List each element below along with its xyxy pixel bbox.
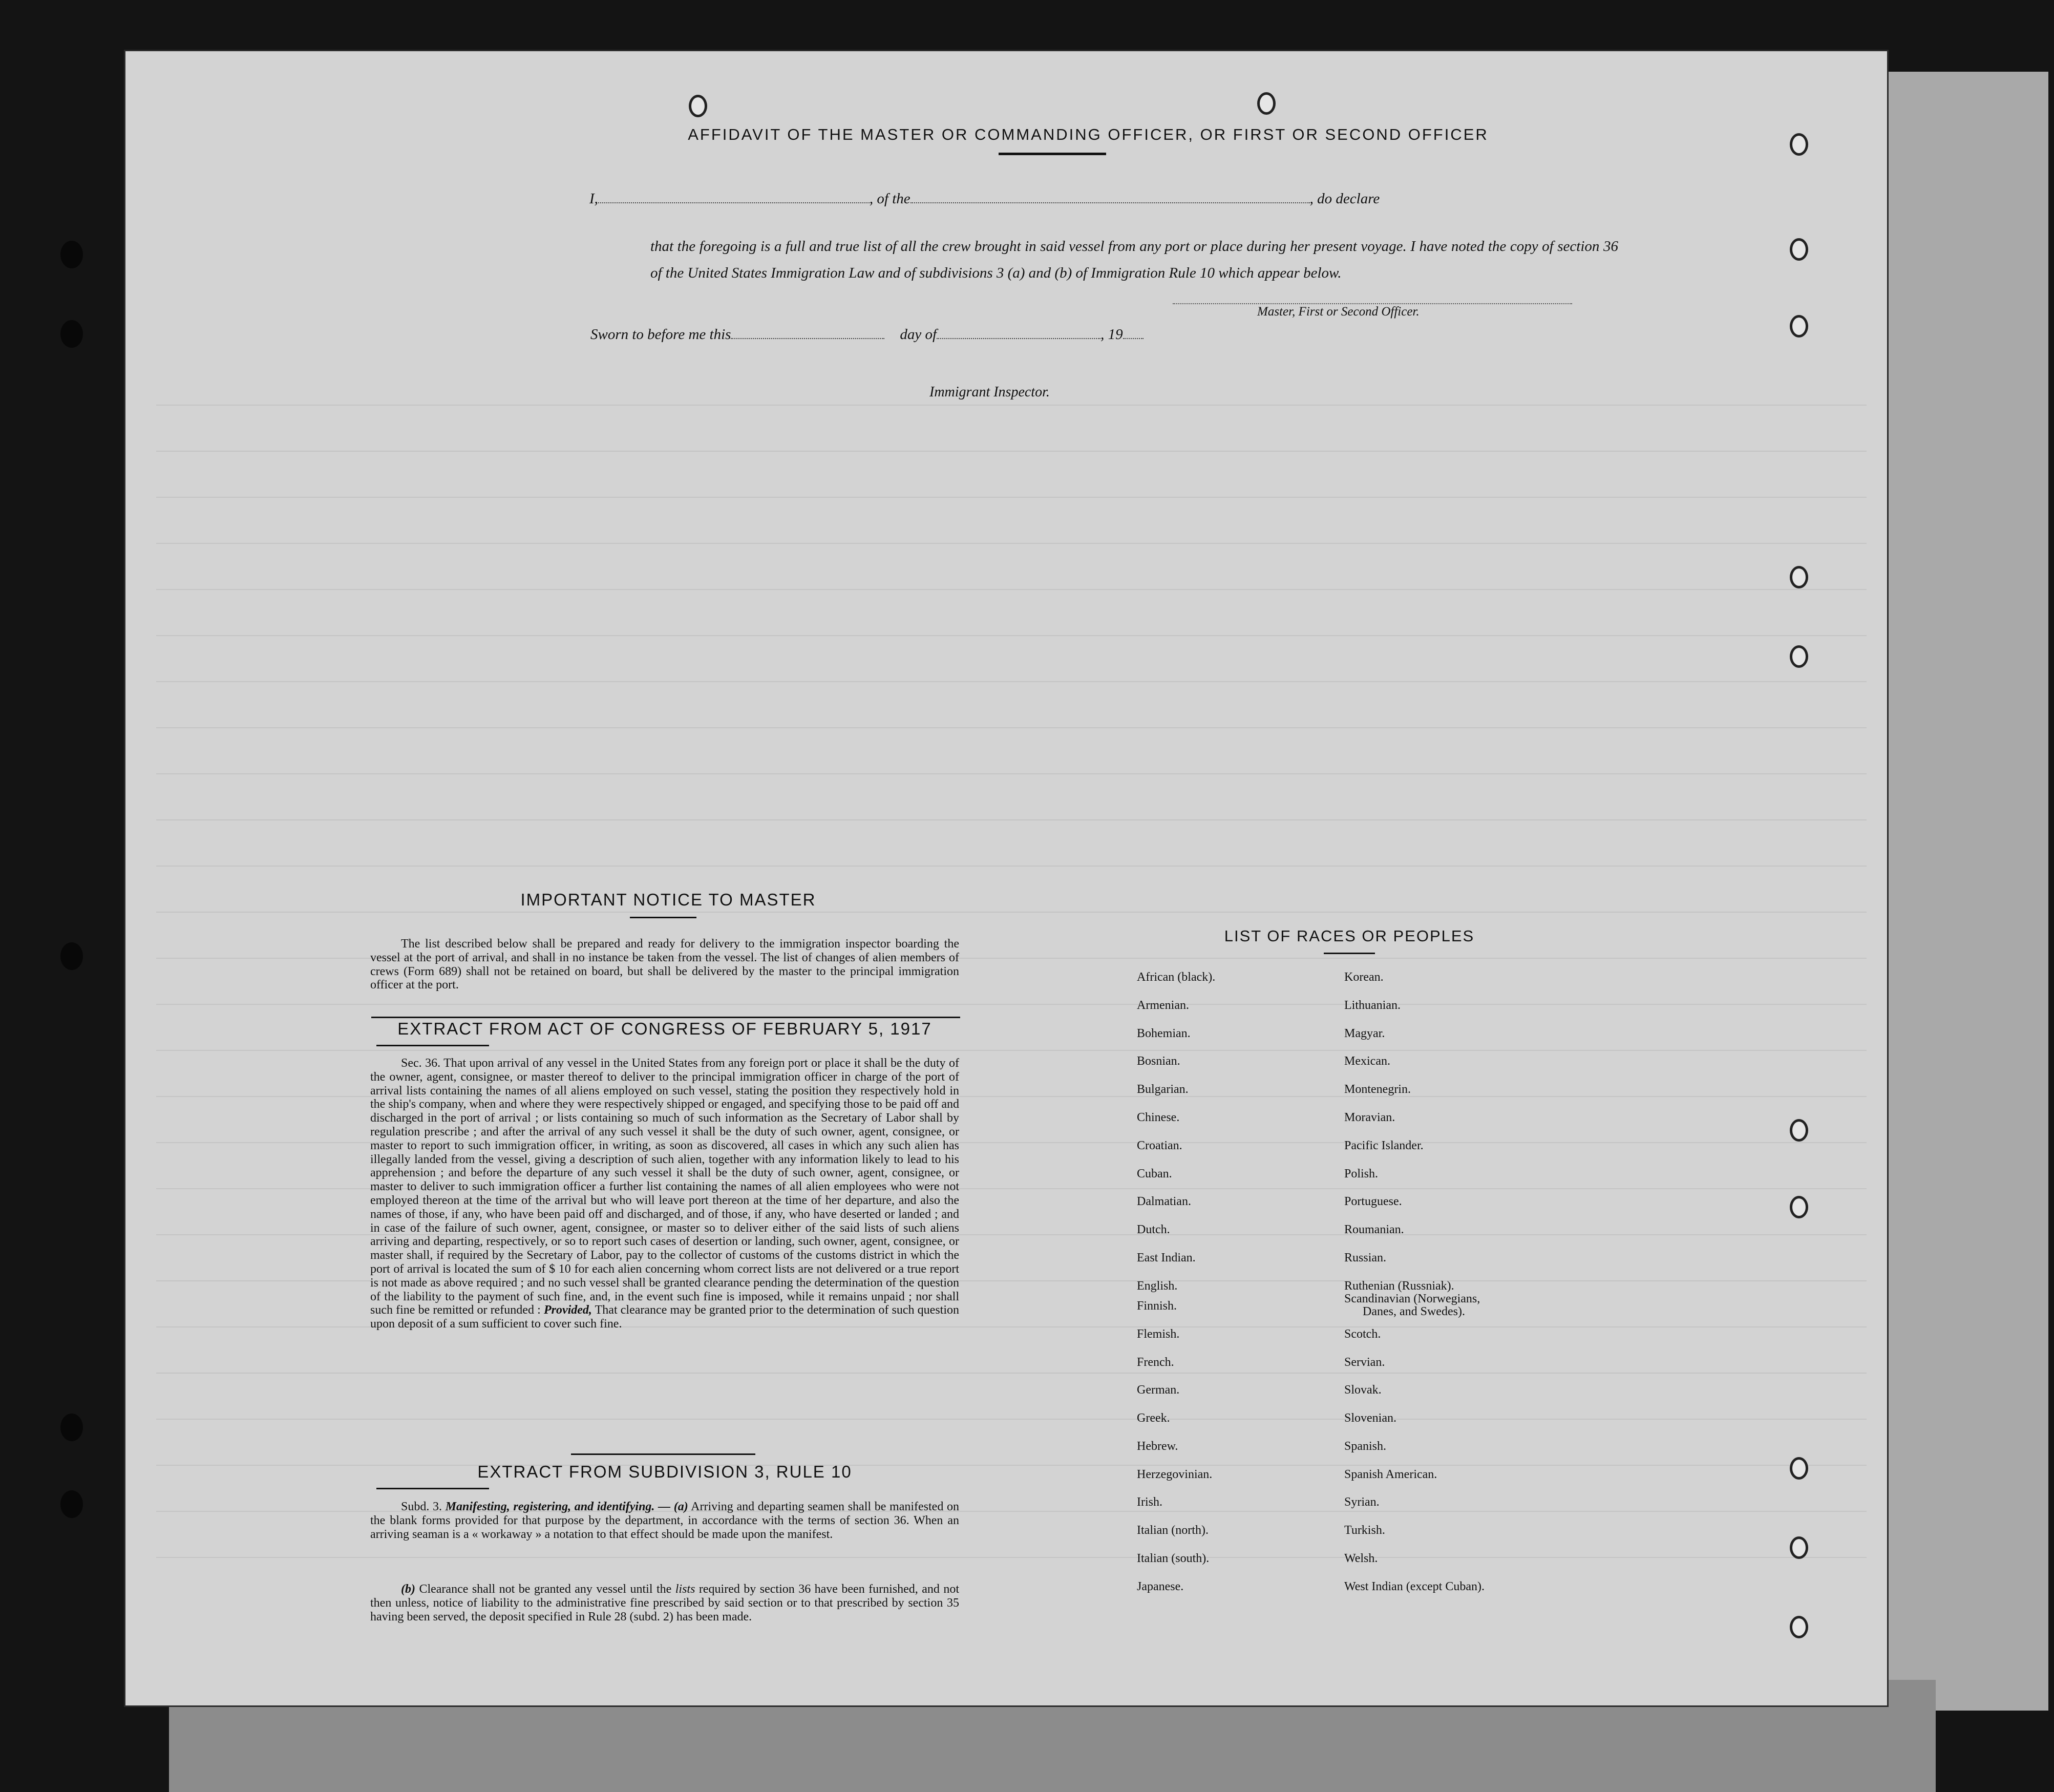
punch-hole-icon <box>1790 1536 1808 1559</box>
master-signature-line[interactable] <box>1173 302 1572 304</box>
race-item: Russian. <box>1344 1251 1387 1264</box>
race-item: Hebrew. <box>1137 1440 1178 1453</box>
proviso-label: Provided, <box>543 1303 592 1317</box>
race-item: Greek. <box>1137 1411 1170 1425</box>
subd-b-lists: lists <box>675 1583 695 1596</box>
race-item: Moravian. <box>1344 1111 1395 1124</box>
inspector-signature-label: Immigrant Inspector. <box>929 384 1050 400</box>
race-item: Syrian. <box>1344 1495 1380 1509</box>
race-item: Danes, and Swedes). <box>1363 1305 1465 1318</box>
word-do-declare: , do declare <box>1309 191 1380 207</box>
races-title: LIST OF RACES OR PEOPLES <box>1224 927 1475 945</box>
title-rule <box>371 1017 960 1018</box>
punch-hole-icon <box>1790 645 1808 668</box>
race-item: English. <box>1137 1279 1178 1293</box>
section-label: Sec. 36. <box>401 1057 441 1070</box>
ruled-line <box>156 589 1867 590</box>
race-item: Welsh. <box>1344 1552 1378 1565</box>
master-signature-label: Master, First or Second Officer. <box>1257 305 1420 319</box>
punch-hole-icon <box>1790 566 1808 588</box>
ruled-line <box>156 912 1867 913</box>
race-item: Bulgarian. <box>1137 1083 1189 1096</box>
race-item: Flemish. <box>1137 1327 1180 1341</box>
race-item: Finnish. <box>1137 1299 1177 1313</box>
race-item: Cuban. <box>1137 1167 1172 1180</box>
race-item: Spanish. <box>1344 1440 1387 1453</box>
vessel-name-field[interactable] <box>910 187 1310 203</box>
ruled-line <box>156 1557 1867 1558</box>
subd-a-body: Arriving and departing seamen shall be manifested on the blank forms provided for that purpose by the department, in accordance with the terms of section 36. When an arriving seaman is a « workaway » a notation to that effect should be made upon the manifest. <box>370 1500 959 1541</box>
race-item: Turkish. <box>1344 1524 1385 1537</box>
binder-hole-icon <box>60 320 83 348</box>
binder-hole-icon <box>60 1490 83 1518</box>
title-rule <box>999 153 1106 155</box>
section-body: That upon arrival of any vessel in the United States from any foreign port or place it shall be the duty of the owner, agent, consignee, or master thereof to deliver to the principal immigration officer in charge of the port of arrival lists containing the names of all aliens employed on such vessel, stating the position they respectively hold in the ship's company, when and where they were respectively shipped or engaged, and specifying those to be paid off and discharged in the port of arrival ; or lists containing so much of such information as the Secretary of Labor shall by regulation prescribe ; and after the arrival of any such vessel it shall be the duty of such owner, agent, consignee, or master to report to such immigration officer, in writing, as soon as discovered, all cases in which any such alien has illegally landed from the vessel, giving a description of such alien, together with any information likely to lead to his apprehension ; and before the departure of any such vessel it shall be the duty of such owner, agent, consignee, or master to deliver to such immigration officer a further list containing the names of all alien employees who were not employed thereon at the time of the arrival but who will leave port thereon at the time of her departure, and also the names of those, if any, who have been paid off and discharged, and of those, if any, who have deserted or landed ; and in case of the failure of such owner, agent, consignee, or master so to deliver either of the said lists of such aliens arriving and departing, respectively, or so to report such cases of desertion or landing, such owner, agent, consignee, or master shall, if required by the Secretary of Labor, pay to the collector of customs of the customs district in which the port of arrival is located the sum of $ 10 for each alien concerning whom correct lists are not delivered or a true report is not made as above required ; and no such vessel shall be granted clearance pending the determination of the question of the liability to the payment of such fine, and, in the event such fine is imposed, while it remains unpaid ; nor shall such fine be remitted or refunded : <box>370 1057 959 1317</box>
notice-body: The list described below shall be prepared and ready for delivery to the immigration inspector boarding the vessel at the port of arrival, and shall in no instance be taken from the vessel. The list of changes of alien members of crews (Form 689) shall not be retained on board, but shall be delivered by the master to the principal immigration officer at the port. <box>370 937 959 992</box>
affiant-name-label <box>589 187 1380 207</box>
race-item: Italian (north). <box>1137 1524 1209 1537</box>
race-item: Croatian. <box>1137 1139 1182 1152</box>
title-rule <box>1324 953 1375 954</box>
ruled-line <box>156 451 1867 452</box>
ruled-line <box>156 773 1867 774</box>
punch-hole-icon <box>1257 92 1276 115</box>
ruled-line <box>156 819 1867 820</box>
binder-hole-icon <box>60 1414 83 1441</box>
sworn-line <box>590 323 1144 343</box>
race-item: Japanese. <box>1137 1580 1184 1593</box>
race-item: Spanish American. <box>1344 1468 1437 1481</box>
act-extract-title: EXTRACT FROM ACT OF CONGRESS OF FEBRUARY 5, 1917 <box>397 1019 932 1038</box>
ruled-line <box>156 1419 1867 1420</box>
ruled-line <box>156 543 1867 544</box>
subd-b-body-2: required by section 36 have been furnished, and not then unless, notice of liability to the administrative fine prescribed by said section or to that prescribed by section 35 having been served, the deposit specified in Rule 28 (subd. 2) has been made. <box>370 1583 960 1624</box>
title-rule <box>571 1453 755 1455</box>
race-item: Portuguese. <box>1344 1195 1402 1208</box>
race-item: Bohemian. <box>1137 1027 1191 1040</box>
title-rule <box>630 917 696 918</box>
race-item: French. <box>1137 1356 1174 1369</box>
punch-hole-icon <box>1790 133 1808 156</box>
notice-title: IMPORTANT NOTICE TO MASTER <box>520 890 816 909</box>
race-item: Bosnian. <box>1137 1055 1180 1068</box>
race-item: Chinese. <box>1137 1111 1180 1124</box>
title-rule <box>376 1488 489 1489</box>
punch-hole-icon <box>689 95 707 117</box>
word-of-the: , of the <box>869 191 910 207</box>
sworn-year-field[interactable] <box>1123 323 1144 339</box>
rule-subdivision-b <box>370 1583 959 1624</box>
race-item: Korean. <box>1344 971 1384 984</box>
race-item: Pacific Islander. <box>1344 1139 1424 1152</box>
race-item: Dutch. <box>1137 1223 1170 1236</box>
word-i: I, <box>589 191 598 207</box>
sworn-day-field[interactable] <box>731 323 884 339</box>
race-item: Herzegovinian. <box>1137 1468 1213 1481</box>
punch-hole-icon <box>1790 315 1808 338</box>
race-item: Slovak. <box>1344 1383 1382 1397</box>
race-item: Montenegrin. <box>1344 1083 1411 1096</box>
ruled-line <box>156 497 1867 498</box>
subd-label: Subd. 3. <box>401 1500 442 1513</box>
race-item: Ruthenian (Russniak). <box>1344 1279 1454 1293</box>
punch-hole-icon <box>1790 238 1808 261</box>
binder-hole-icon <box>60 241 83 268</box>
sworn-before-text: Sworn to before me this <box>590 326 731 343</box>
race-item: Lithuanian. <box>1344 999 1401 1012</box>
race-item: Scotch. <box>1344 1327 1381 1341</box>
race-item: German. <box>1137 1383 1180 1397</box>
race-item: Servian. <box>1344 1356 1385 1369</box>
ruled-line <box>156 1050 1867 1051</box>
punch-hole-icon <box>1790 1119 1808 1142</box>
race-item: East Indian. <box>1137 1251 1196 1264</box>
manifest-page <box>125 51 1887 1705</box>
ruled-line <box>156 1004 1867 1005</box>
race-item: Polish. <box>1344 1167 1379 1180</box>
subd-heading: Manifesting, registering, and identifying. <box>445 1500 655 1513</box>
affidavit-body: that the foregoing is a full and true list of all the crew brought in said vessel from any port or place during her present voyage. I have noted the copy of section 36 of the United States Immigration Law and of subdivisions 3 (a) and (b) of Immigration Rule 10 which appear below. <box>650 238 1618 281</box>
race-item: African (black). <box>1137 971 1216 984</box>
act-section-36-text <box>370 1057 959 1331</box>
proviso-body: That clearance may be granted prior to the determination of such question upon deposit of a sum sufficient to cover such fine. <box>370 1303 960 1331</box>
race-item: Roumanian. <box>1344 1223 1404 1236</box>
punch-hole-icon <box>1790 1616 1808 1638</box>
affidavit-title: AFFIDAVIT OF THE MASTER OR COMMANDING OFFICER, OR FIRST OR SECOND OFFICER <box>688 125 1489 143</box>
race-item: Magyar. <box>1344 1027 1385 1040</box>
rule-subdivision-a <box>370 1500 959 1541</box>
affiant-name-field[interactable] <box>598 187 870 203</box>
ruled-line <box>156 1373 1867 1374</box>
subd-a-label: — (a) <box>658 1500 688 1513</box>
race-item: Irish. <box>1137 1495 1162 1509</box>
underlying-sheet-right <box>1884 72 2048 1711</box>
binder-hole-icon <box>60 942 83 970</box>
ruled-line <box>156 405 1867 406</box>
race-item: Armenian. <box>1137 999 1189 1012</box>
race-item: Scandinavian (Norwegians, <box>1344 1292 1480 1305</box>
race-item: Italian (south). <box>1137 1552 1210 1565</box>
title-rule <box>376 1045 489 1046</box>
ruled-line <box>156 681 1867 682</box>
day-of-text: day of <box>900 326 937 343</box>
punch-hole-icon <box>1790 1457 1808 1480</box>
subd-b-body-1: Clearance shall not be granted any vessel until the <box>419 1583 672 1596</box>
year-prefix-text: , 19 <box>1100 326 1123 343</box>
race-item: Slovenian. <box>1344 1411 1396 1425</box>
sworn-month-field[interactable] <box>937 323 1100 339</box>
ruled-line <box>156 866 1867 867</box>
ruled-line <box>156 727 1867 728</box>
race-item: Mexican. <box>1344 1055 1390 1068</box>
punch-hole-icon <box>1790 1196 1808 1218</box>
ruled-line <box>156 635 1867 636</box>
race-item: West Indian (except Cuban). <box>1344 1580 1485 1593</box>
subd-b-label: (b) <box>401 1583 415 1596</box>
race-item: Dalmatian. <box>1137 1195 1191 1208</box>
rule-extract-title: EXTRACT FROM SUBDIVISION 3, RULE 10 <box>477 1462 852 1481</box>
